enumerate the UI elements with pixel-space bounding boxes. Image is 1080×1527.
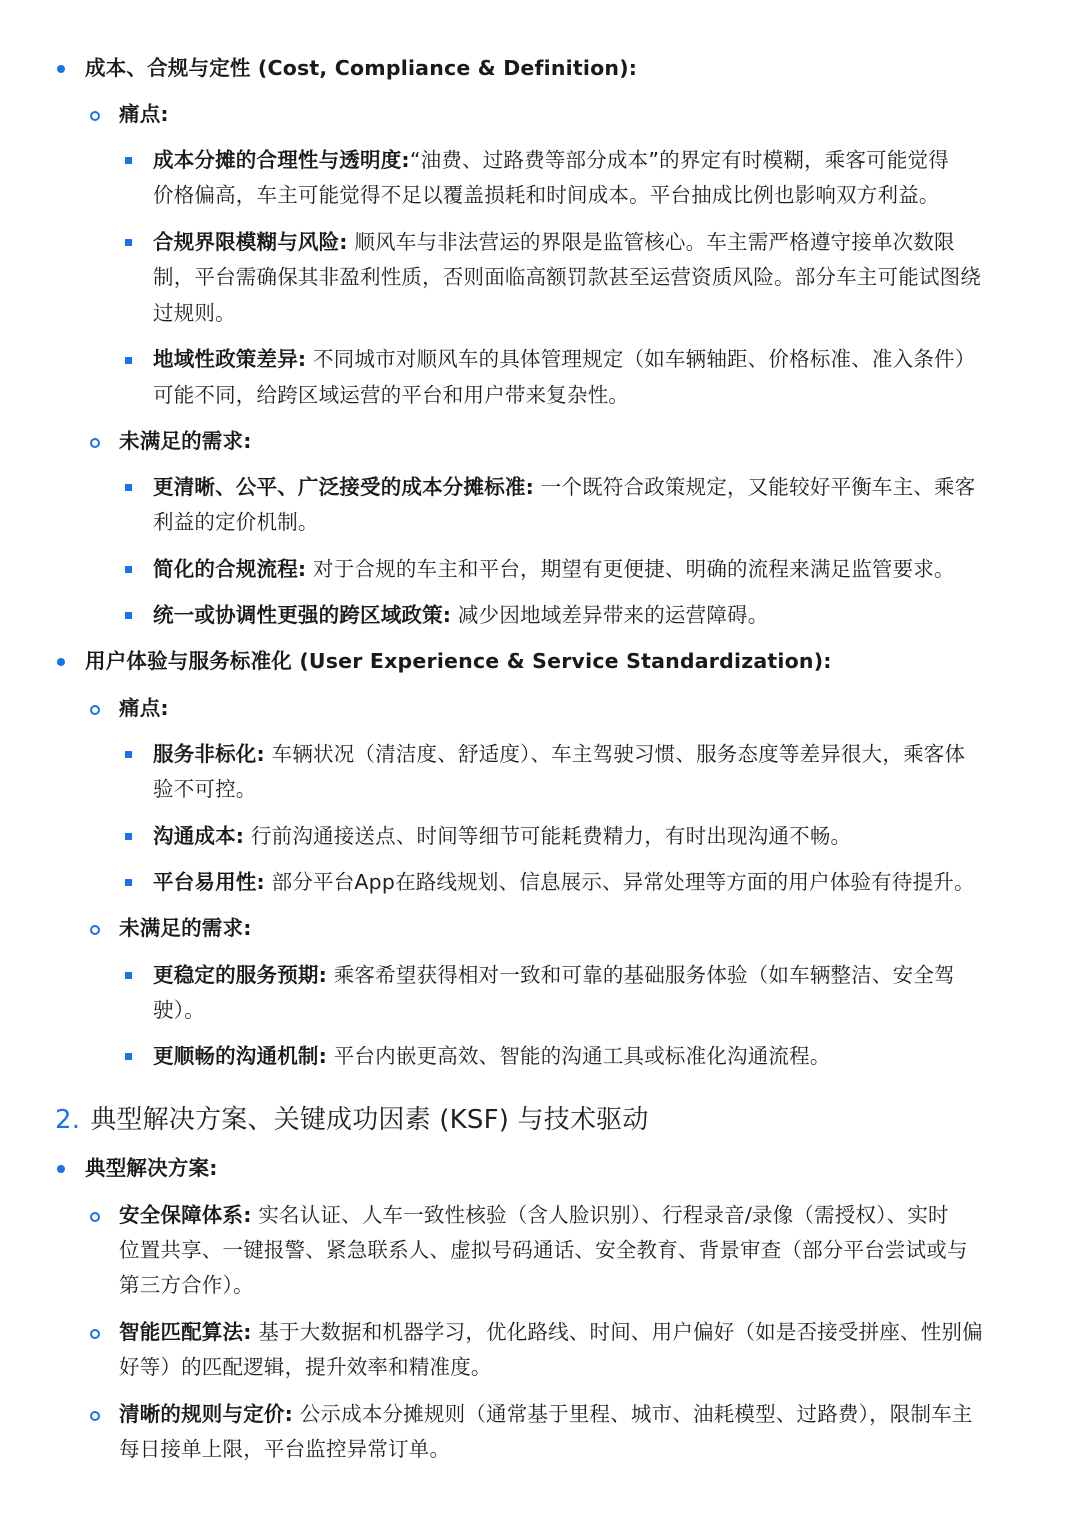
item-term: 沟通成本:: [153, 824, 245, 848]
item-text: 一个既符合政策规定，又能较好平衡车主、乘客: [534, 475, 976, 499]
item-text-line: 好等）的匹配逻辑，提升效率和精准度。: [119, 1355, 492, 1379]
bullet-dot: [57, 65, 65, 73]
item-term: 统一或协调性更强的跨区域政策:: [153, 603, 452, 627]
bullet-dot: [57, 1165, 65, 1173]
list-item: [153, 470, 975, 505]
item-text-line: 制，平台需确保其非盈利性质，否则面临高额罚款甚至运营资质风险。部分车主可能试图绕: [153, 265, 981, 289]
item-bullet: [125, 566, 132, 573]
item-text: 减少因地域差异带来的运营障碍。: [451, 603, 769, 627]
item-term: 地域性政策差异:: [153, 347, 307, 371]
list-item: [153, 143, 949, 178]
item-bullet: [125, 1053, 132, 1060]
item-bullet: [125, 833, 132, 840]
list-item: [153, 552, 955, 587]
section-title: 典型解决方案:: [85, 1156, 218, 1180]
item-term: 简化的合规流程:: [153, 557, 307, 581]
item-text-line: 第三方合作）。: [119, 1273, 254, 1297]
item-text-line: 驶）。: [153, 998, 205, 1022]
sub-bullet: [90, 1212, 100, 1222]
list-item: [153, 865, 975, 900]
bullet-dot: [57, 658, 65, 666]
group-label: 痛点:: [119, 696, 169, 720]
item-term: 合规界限模糊与风险:: [153, 230, 348, 254]
sub-bullet: [90, 705, 100, 715]
item-text: 顺风车与非法营运的界限是监管核心。车主需严格遵守接单次数限: [347, 230, 955, 254]
item-text: 乘客希望获得相对一致和可靠的基础服务体验（如车辆整洁、安全驾: [327, 963, 955, 987]
list-item: [119, 1315, 983, 1350]
section-title: 成本、合规与定性 (Cost, Compliance & Definition):: [85, 56, 638, 80]
item-text-line: 过规则。: [153, 301, 236, 325]
sub-bullet: [90, 1329, 100, 1339]
item-term: 更稳定的服务预期:: [153, 963, 327, 987]
item-bullet: [125, 157, 132, 164]
item-bullet: [125, 484, 132, 491]
item-text: 不同城市对顺风车的具体管理规定（如车辆轴距、价格标准、准入条件）: [306, 347, 976, 371]
sub-bullet: [90, 1411, 100, 1421]
item-bullet: [125, 751, 132, 758]
item-term: 成本分摊的合理性与透明度:: [153, 148, 410, 172]
item-text-line: 利益的定价机制。: [153, 510, 319, 534]
item-text: 车辆状况（清洁度、舒适度）、车主驾驶习惯、服务态度等差异很大，乘客体: [264, 742, 966, 766]
item-term: 更顺畅的沟通机制:: [153, 1044, 327, 1068]
group-label: 未满足的需求:: [119, 916, 252, 940]
list-item: [153, 342, 975, 377]
item-text: 基于大数据和机器学习，优化路线、时间、用户偏好（如是否接受拼座、性别偏: [251, 1320, 983, 1344]
item-bullet: [125, 357, 132, 364]
item-text: 平台内嵌更高效、智能的沟通工具或标准化沟通流程。: [327, 1044, 831, 1068]
item-text-line: 价格偏高，车主可能觉得不足以覆盖损耗和时间成本。平台抽成比例也影响双方利益。: [153, 183, 940, 207]
list-item: [153, 598, 768, 633]
item-term: 安全保障体系:: [119, 1203, 252, 1227]
list-item: [153, 819, 851, 854]
list-item: [153, 737, 965, 772]
item-term: 平台易用性:: [153, 870, 265, 894]
section-heading: [55, 1100, 649, 1140]
group-label: 痛点:: [119, 102, 169, 126]
item-text-line: 可能不同，给跨区域运营的平台和用户带来复杂性。: [153, 383, 630, 407]
sub-bullet: [90, 925, 100, 935]
sub-bullet: [90, 438, 100, 448]
item-term: 服务非标化:: [153, 742, 265, 766]
item-text: 公示成本分摊规则（通常基于里程、城市、油耗模型、过路费），限制车主: [293, 1402, 973, 1426]
item-term: 清晰的规则与定价:: [119, 1402, 293, 1426]
item-text-line: 验不可控。: [153, 777, 257, 801]
group-label: 未满足的需求:: [119, 429, 252, 453]
list-item: [153, 958, 955, 993]
heading-number: 2.: [55, 1105, 81, 1135]
list-item: [119, 1198, 949, 1233]
item-text-line: 位置共享、一键报警、紧急联系人、虚拟号码通话、安全教育、背景审查（部分平台尝试或与: [119, 1238, 968, 1262]
heading-text: 典型解决方案、关键成功因素 (KSF) 与技术驱动: [90, 1105, 649, 1135]
item-text-line: 每日接单上限，平台监控异常订单。: [119, 1437, 451, 1461]
item-bullet: [125, 612, 132, 619]
item-text: “油费、过路费等部分成本”的界定有时模糊，乘客可能觉得: [409, 148, 949, 172]
item-text: 部分平台App在路线规划、信息展示、异常处理等方面的用户体验有待提升。: [264, 870, 975, 894]
item-bullet: [125, 239, 132, 246]
list-item: [119, 1397, 973, 1432]
list-item: [153, 225, 955, 260]
item-term: 更清晰、公平、广泛接受的成本分摊标准:: [153, 475, 534, 499]
list-item: [153, 1039, 831, 1074]
section-title: 用户体验与服务标准化 (User Experience & Service Standardization):: [85, 649, 832, 673]
item-text: 实名认证、人车一致性核验（含人脸识别）、行程录音/录像（需授权）、实时: [251, 1203, 949, 1227]
item-text: 对于合规的车主和平台，期望有更便捷、明确的流程来满足监管要求。: [306, 557, 955, 581]
item-bullet: [125, 879, 132, 886]
item-term: 智能匹配算法:: [119, 1320, 252, 1344]
item-text: 行前沟通接送点、时间等细节可能耗费精力，有时出现沟通不畅。: [244, 824, 852, 848]
sub-bullet: [90, 111, 100, 121]
item-bullet: [125, 972, 132, 979]
